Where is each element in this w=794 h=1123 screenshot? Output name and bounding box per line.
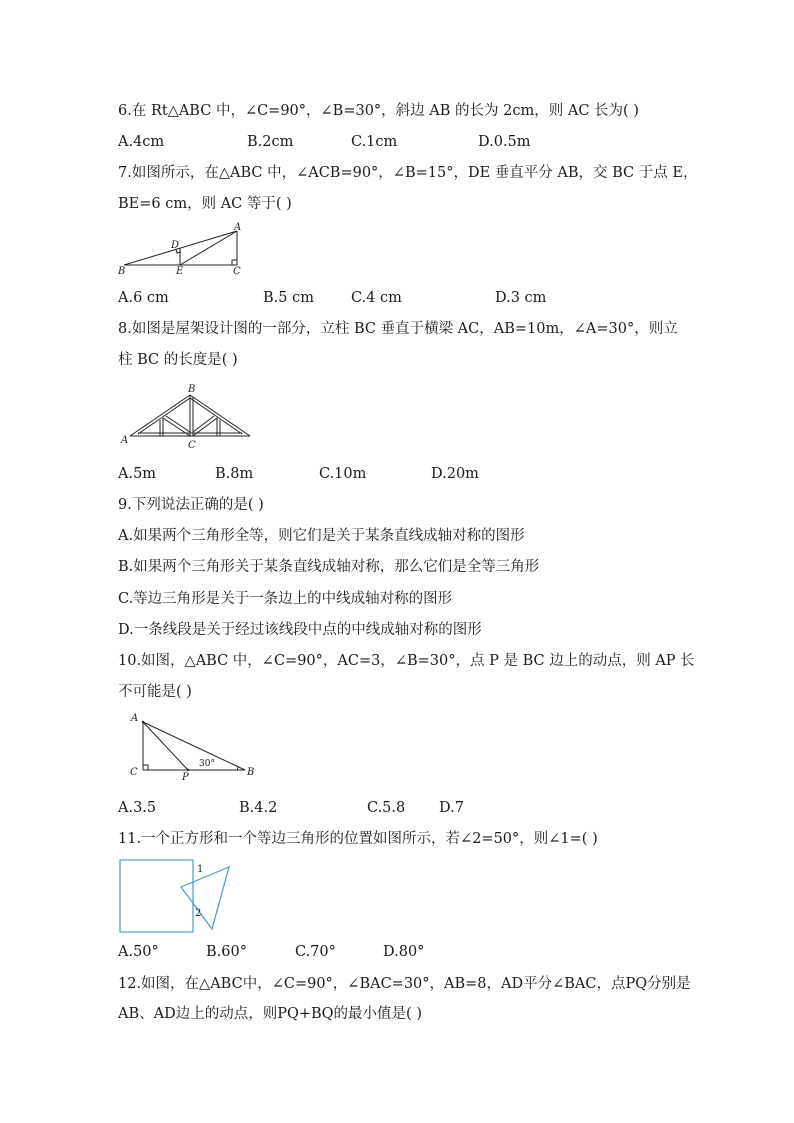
q7-label-c: C xyxy=(233,266,241,277)
q6-option-c[interactable]: C.1cm xyxy=(351,134,398,150)
q8-roof-truss-figure xyxy=(118,380,258,450)
q7-segment-ae xyxy=(180,231,237,265)
q8-label-b: B xyxy=(188,384,196,395)
q7-stem-line2: BE=6 cm，则 AC 等于( ) xyxy=(118,196,292,212)
q6-option-a[interactable]: A.4cm xyxy=(118,134,165,150)
q9-stem: 9.下列说法正确的是( ) xyxy=(118,497,264,513)
q10-option-a[interactable]: A.3.5 xyxy=(118,800,157,816)
q11-stem: 11.一个正方形和一个等边三角形的位置如图所示，若∠2=50°，则∠1=( ) xyxy=(118,831,598,847)
q8-label-a: A xyxy=(121,435,129,446)
q11-option-d[interactable]: D.80° xyxy=(383,944,425,960)
q7-option-b[interactable]: B.5 cm xyxy=(263,290,314,306)
q8-option-a[interactable]: A.5m xyxy=(118,466,157,482)
q8-option-c[interactable]: C.10m xyxy=(319,466,367,482)
q11-label-angle-1: 1 xyxy=(197,864,204,875)
q7-option-a[interactable]: A.6 cm xyxy=(118,290,169,306)
q9-choice-c[interactable]: C.等边三角形是关于一条边上的中线成轴对称的图形 xyxy=(118,591,453,607)
q10-side-ab xyxy=(143,722,245,770)
q7-label-d: D xyxy=(171,240,180,251)
q10-option-b[interactable]: B.4.2 xyxy=(239,800,278,816)
q12-stem-line2: AB、AD边上的动点，则PQ+BQ的最小值是( ) xyxy=(118,1006,422,1022)
q11-figure xyxy=(118,858,238,936)
q9-choice-b[interactable]: B.如果两个三角形关于某条直线成轴对称，那么它们是全等三角形 xyxy=(118,559,540,575)
q8-option-b[interactable]: B.8m xyxy=(215,466,254,482)
q9-choice-a[interactable]: A.如果两个三角形全等，则它们是关于某条直线成轴对称的图形 xyxy=(118,528,525,544)
q7-right-angle-mark xyxy=(232,260,237,265)
q7-label-a: A xyxy=(234,222,242,233)
q7-option-d[interactable]: D.3 cm xyxy=(495,290,547,306)
q10-label-c: C xyxy=(130,767,138,778)
q7-stem-line1: 7.如图所示，在△ABC 中，∠ACB=90°，∠B=15°，DE 垂直平分 AB，交 BC 于点 E， xyxy=(118,165,698,181)
q12-stem-line1: 12.如图，在△ABC中，∠C=90°，∠BAC=30°，AB=8，AD平分∠BAC，点PQ分别是 xyxy=(118,976,691,992)
q10-right-angle-mark xyxy=(143,765,148,770)
q9-choice-d[interactable]: D.一条线段是关于经过该线段中点的中线成轴对称的图形 xyxy=(118,622,482,638)
q10-stem-line1: 10.如图，△ABC 中，∠C=90°，AC=3，∠B=30°，点 P 是 BC 边上的动点，则 AP 长 xyxy=(118,653,695,669)
q7-label-b: B xyxy=(118,266,126,277)
q10-label-p: P xyxy=(182,772,189,783)
q7-label-e: E xyxy=(176,266,184,277)
q10-option-d[interactable]: D.7 xyxy=(439,800,464,816)
q8-label-c: C xyxy=(188,440,196,451)
q8-stem-line1: 8.如图是屋架设计图的一部分，立柱 BC 垂直于横梁 AC，AB=10m，∠A=30°，则立 xyxy=(118,321,678,337)
q11-shapes xyxy=(120,860,229,932)
q10-label-a: A xyxy=(131,713,139,724)
q10-option-c[interactable]: C.5.8 xyxy=(367,800,406,816)
q8-option-d[interactable]: D.20m xyxy=(431,466,479,482)
q6-option-d[interactable]: D.0.5m xyxy=(478,134,531,150)
q10-label-b: B xyxy=(247,767,255,778)
q10-figure xyxy=(124,713,264,783)
q11-equilateral-triangle xyxy=(181,867,229,929)
q7-option-c[interactable]: C.4 cm xyxy=(351,290,402,306)
q6-option-b[interactable]: B.2cm xyxy=(247,134,294,150)
q10-segment-ap xyxy=(143,722,188,770)
q10-stem-line2: 不可能是( ) xyxy=(118,684,192,700)
q11-option-c[interactable]: C.70° xyxy=(295,944,336,960)
q7-figure xyxy=(116,222,256,278)
q11-option-a[interactable]: A.50° xyxy=(118,944,159,960)
q8-stem-line2: 柱 BC 的长度是( ) xyxy=(118,352,238,368)
q11-label-angle-2: 2 xyxy=(195,908,202,919)
q10-label-angle: 30° xyxy=(199,759,215,769)
q11-square xyxy=(120,860,193,932)
q6-stem: 6.在 Rt△ABC 中，∠C=90°，∠B=30°，斜边 AB 的长为 2cm，则 AC 长为( ) xyxy=(118,103,639,119)
q11-option-b[interactable]: B.60° xyxy=(206,944,247,960)
